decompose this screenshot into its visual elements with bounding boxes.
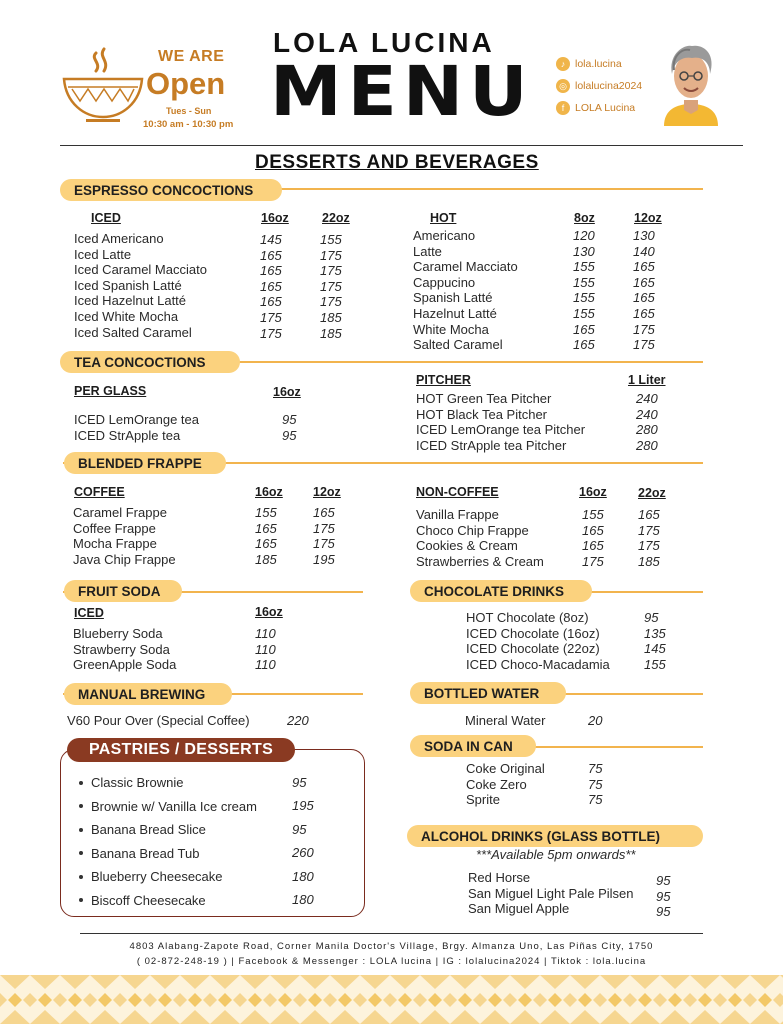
- price: 175: [320, 294, 342, 310]
- pastry-prices: [292, 771, 314, 912]
- price: 175: [638, 538, 660, 554]
- price: 95: [282, 427, 297, 443]
- tea-pitcher-items: [416, 391, 585, 453]
- price: 95: [656, 888, 671, 904]
- price: 130: [633, 228, 655, 243]
- price: 165: [260, 247, 282, 263]
- iced-espresso-16oz-prices: [260, 232, 282, 341]
- menu-item: ICED Chocolate (16oz): [466, 625, 600, 641]
- social-label: LOLA Lucina: [575, 102, 636, 114]
- pitcher-header: PITCHER: [416, 373, 471, 387]
- price: 175: [313, 520, 335, 536]
- price: 155: [255, 505, 277, 520]
- price: 140: [633, 243, 655, 259]
- menu-item: Caramel Macciato: [413, 259, 518, 275]
- menu-item: Coke Zero: [466, 776, 527, 792]
- hot-espresso-12oz-prices: [633, 228, 655, 353]
- size-16oz-header: 16oz: [579, 485, 607, 499]
- price: 175: [582, 553, 604, 569]
- price-row: [292, 865, 314, 889]
- size-16oz-header: 16oz: [255, 485, 283, 499]
- alcohol-items: [468, 870, 634, 917]
- menu-item: Cappucino: [413, 274, 476, 290]
- price: 240: [636, 391, 658, 406]
- iced-col-header: ICED: [91, 211, 121, 225]
- menu-item: ICED Chocolate (22oz): [466, 641, 600, 657]
- list-item: [79, 771, 257, 795]
- price: 165: [633, 274, 655, 290]
- menu-item: Blueberry Cheesecake: [91, 869, 223, 885]
- fruit-soda-items: [73, 626, 176, 673]
- size-12oz-header: 12oz: [313, 485, 341, 499]
- price: 155: [320, 232, 342, 247]
- pastry-items: [79, 771, 257, 912]
- size-22oz-header: 22oz: [638, 486, 666, 500]
- price: 75: [588, 761, 603, 776]
- size-16oz-header: 16oz: [261, 211, 289, 225]
- price: 175: [260, 325, 282, 341]
- bottled-water-section-header: BOTTLED WATER: [410, 682, 566, 704]
- price: 175: [320, 278, 342, 294]
- social-facebook[interactable]: [556, 101, 635, 115]
- hot-espresso-items: [413, 228, 518, 353]
- price: 95: [656, 904, 671, 920]
- soda-in-can-section-header: SODA IN CAN: [410, 735, 536, 757]
- price: 110: [255, 657, 276, 673]
- bullet-icon: [79, 898, 83, 902]
- soda-can-prices: [588, 761, 602, 808]
- price: 155: [573, 274, 595, 290]
- price: 175: [320, 263, 342, 279]
- menu-item: Coffee Frappe: [73, 520, 156, 536]
- espresso-section-header: ESPRESSO CONCOCTIONS: [60, 179, 282, 201]
- menu-item: Brownie w/ Vanilla Ice cream: [91, 798, 257, 814]
- price: 175: [638, 522, 660, 538]
- menu-item: Blueberry Soda: [73, 626, 163, 641]
- social-instagram[interactable]: [556, 79, 642, 93]
- price: 110: [255, 641, 276, 657]
- price: 135: [644, 625, 666, 641]
- price: 180: [292, 868, 314, 884]
- tea-glass-prices: [282, 412, 296, 443]
- bullet-icon: [79, 781, 83, 785]
- grandma-portrait-illustration: [656, 40, 726, 126]
- footer-address: 4803 Alabang-Zapote Road, Corner Manila Doctor's Village, Brgy. Almanza Uno, Las Piñas City, 1750: [129, 941, 654, 952]
- menu-item: Strawberry Soda: [73, 641, 170, 657]
- chocolate-section-header: CHOCOLATE DRINKS: [410, 580, 592, 602]
- chocolate-prices: [644, 610, 666, 672]
- price: 155: [573, 290, 595, 306]
- size-1-liter-header: 1 Liter: [628, 373, 666, 387]
- menu-item: Spanish Latté: [413, 290, 493, 306]
- price: 240: [636, 406, 658, 422]
- price: 260: [292, 845, 314, 861]
- price: 110: [255, 626, 276, 641]
- menu-item: GreenApple Soda: [73, 657, 177, 673]
- menu-item: Iced White Mocha: [74, 308, 179, 324]
- coffee-bowl-logo-icon: [60, 45, 146, 123]
- price: 155: [573, 305, 595, 321]
- price: 145: [644, 641, 666, 657]
- size-22oz-header: 22oz: [322, 211, 350, 225]
- iced-espresso-items: [74, 231, 207, 340]
- list-item: [79, 818, 257, 842]
- price: 175: [633, 337, 655, 353]
- bullet-icon: [79, 828, 83, 832]
- footer-contact: ( 02-872-248-19 ) | Facebook & Messenger : LOLA lucina | IG : lolalucina2024 | Tiktok : lola.lucina: [136, 956, 647, 967]
- menu-item: Red Horse: [468, 870, 531, 885]
- menu-item: San Miguel Apple: [468, 901, 570, 917]
- pastries-section-header: PASTRIES / DESSERTS: [67, 738, 295, 762]
- price: 155: [644, 656, 666, 672]
- non-coffee-frappe-items: [416, 507, 544, 569]
- price: 165: [633, 305, 655, 321]
- price: 165: [573, 337, 595, 353]
- non-coffee-frappe-16oz-prices: [582, 507, 604, 569]
- menu-item: Java Chip Frappe: [73, 551, 176, 567]
- menu-item: Banana Bread Tub: [91, 845, 200, 861]
- price: 220: [287, 713, 309, 728]
- price: 195: [313, 551, 335, 567]
- footer-divider: [80, 933, 703, 934]
- menu-item: ICED LemOrange tea: [74, 412, 200, 427]
- price: 165: [255, 536, 277, 552]
- price-row: [292, 889, 314, 913]
- menu-item: HOT Black Tea Pitcher: [416, 406, 548, 422]
- menu-item: Iced Salted Caramel: [74, 324, 192, 340]
- menu-item: Americano: [413, 228, 476, 243]
- menu-item: Banana Bread Slice: [91, 822, 206, 838]
- list-item: [79, 842, 257, 866]
- coffee-frappe-items: [73, 505, 176, 567]
- manual-brewing-section-header: MANUAL BREWING: [64, 683, 232, 705]
- menu-item: Iced Spanish Latté: [74, 277, 182, 293]
- price: 155: [582, 507, 604, 522]
- menu-item: Mocha Frappe: [73, 536, 157, 552]
- bullet-icon: [79, 875, 83, 879]
- alcohol-section-header: ALCOHOL DRINKS (GLASS BOTTLE): [407, 825, 703, 847]
- menu-item: Caramel Frappe: [73, 505, 167, 520]
- menu-item: Iced Hazelnut Latté: [74, 293, 187, 309]
- open-days: Tues - Sun: [166, 106, 212, 116]
- instagram-icon: ◎: [556, 79, 570, 93]
- bullet-icon: [79, 851, 83, 855]
- fruit-soda-section-header: FRUIT SODA: [64, 580, 182, 602]
- open-hours: 10:30 am - 10:30 pm: [143, 119, 234, 130]
- per-glass-header: PER GLASS: [74, 384, 147, 398]
- price: 195: [292, 798, 314, 814]
- price: 95: [656, 873, 671, 888]
- social-label: lola.lucina: [575, 58, 622, 70]
- non-coffee-frappe-22oz-prices: [638, 507, 660, 569]
- price: 95: [292, 774, 307, 790]
- menu-item: Mineral Water: [465, 713, 546, 728]
- price: 95: [292, 821, 307, 837]
- menu-item: White Mocha: [413, 321, 489, 337]
- alcohol-prices: [656, 873, 670, 920]
- price: 95: [282, 412, 297, 427]
- price: 130: [573, 243, 595, 259]
- soda-can-items: [466, 761, 545, 808]
- price: 75: [588, 776, 603, 792]
- menu-item: Choco Chip Frappe: [416, 522, 529, 538]
- list-item: [79, 865, 257, 889]
- price: 165: [633, 290, 655, 306]
- menu-item: Cookies & Cream: [416, 538, 518, 554]
- price: 175: [320, 247, 342, 263]
- menu-item: Vanilla Frappe: [416, 507, 499, 522]
- price-row: [292, 842, 314, 866]
- size-16oz-header: 16oz: [255, 605, 283, 619]
- price: 95: [644, 610, 659, 625]
- menu-item: Latte: [413, 243, 442, 259]
- coffee-col-header: COFFEE: [74, 485, 125, 499]
- menu-item: Iced Latte: [74, 246, 132, 262]
- price: 165: [582, 538, 604, 554]
- price: 165: [313, 505, 335, 520]
- price: 280: [636, 422, 658, 438]
- price-row: [292, 795, 314, 819]
- menu-item: ICED Choco-Macadamia: [466, 656, 610, 672]
- size-12oz-header: 12oz: [634, 211, 662, 225]
- menu-item: HOT Chocolate (8oz): [466, 610, 589, 625]
- tea-pitcher-prices: [636, 391, 658, 453]
- availability-note: ***Available 5pm onwards**: [476, 847, 636, 862]
- price: 165: [573, 321, 595, 337]
- coffee-frappe-16oz-prices: [255, 505, 277, 567]
- non-coffee-col-header: NON-COFFEE: [416, 485, 499, 499]
- price: 165: [638, 507, 660, 522]
- list-item: [79, 889, 257, 913]
- hot-espresso-8oz-prices: [573, 228, 595, 353]
- menu-item: HOT Green Tea Pitcher: [416, 391, 552, 406]
- menu-item: Biscoff Cheesecake: [91, 892, 206, 908]
- page-title: DESSERTS AND BEVERAGES: [255, 152, 539, 173]
- header-divider: [60, 145, 743, 146]
- price: 165: [582, 522, 604, 538]
- menu-item: Salted Caramel: [413, 337, 503, 353]
- size-16oz-header: 16oz: [273, 385, 301, 399]
- menu-item: Classic Brownie: [91, 775, 184, 791]
- social-tiktok[interactable]: [556, 57, 622, 71]
- price: 155: [573, 259, 595, 275]
- price: 120: [573, 228, 595, 243]
- price: 180: [292, 892, 314, 908]
- bullet-icon: [79, 804, 83, 808]
- frappe-section-header: BLENDED FRAPPE: [64, 452, 226, 474]
- menu-item: Sprite: [466, 792, 500, 808]
- open-text: Open: [146, 66, 226, 101]
- menu-item: ICED StrApple tea Pitcher: [416, 437, 567, 453]
- price: 145: [260, 232, 282, 247]
- brand-name: LOLA LUCINA: [273, 27, 495, 58]
- price-row: [292, 771, 314, 795]
- price: 185: [320, 325, 342, 341]
- price: 175: [313, 536, 335, 552]
- price-row: [292, 818, 314, 842]
- menu-item: Iced Caramel Macciato: [74, 262, 207, 278]
- price: 185: [638, 553, 660, 569]
- menu-item: San Miguel Light Pale Pilsen: [468, 885, 634, 901]
- menu-item: Strawberries & Cream: [416, 553, 544, 569]
- iced-col-header: ICED: [74, 606, 104, 620]
- price: 165: [260, 294, 282, 310]
- iced-espresso-22oz-prices: [320, 232, 342, 341]
- list-item: [79, 795, 257, 819]
- menu-item: ICED LemOrange tea Pitcher: [416, 422, 586, 438]
- price: 185: [320, 309, 342, 325]
- social-label: lolalucina2024: [575, 80, 643, 92]
- we-are-text: WE ARE: [158, 48, 225, 65]
- facebook-icon: f: [556, 101, 570, 115]
- menu-item: ICED StrApple tea: [74, 427, 181, 443]
- chocolate-items: [466, 610, 610, 672]
- hot-col-header: HOT: [430, 211, 457, 225]
- tiktok-icon: ♪: [556, 57, 570, 71]
- fruit-soda-prices: [255, 626, 276, 673]
- price: 280: [636, 437, 658, 453]
- price: 165: [255, 520, 277, 536]
- menu-heading: MENU: [270, 51, 534, 132]
- price: 165: [260, 278, 282, 294]
- price: 20: [588, 713, 603, 728]
- decorative-pattern-band: [0, 975, 783, 1024]
- price: 75: [588, 792, 603, 808]
- price: 175: [260, 309, 282, 325]
- tea-section-header: TEA CONCOCTIONS: [60, 351, 240, 373]
- menu-item: V60 Pour Over (Special Coffee): [67, 713, 250, 728]
- coffee-frappe-12oz-prices: [313, 505, 335, 567]
- menu-item: Coke Original: [466, 761, 545, 776]
- price: 185: [255, 551, 277, 567]
- price: 165: [633, 259, 655, 275]
- price: 165: [260, 263, 282, 279]
- size-8oz-header: 8oz: [574, 211, 595, 225]
- tea-glass-items: [74, 412, 199, 443]
- price: 175: [633, 321, 655, 337]
- menu-item: Hazelnut Latté: [413, 305, 497, 321]
- menu-item: Iced Americano: [74, 231, 164, 246]
